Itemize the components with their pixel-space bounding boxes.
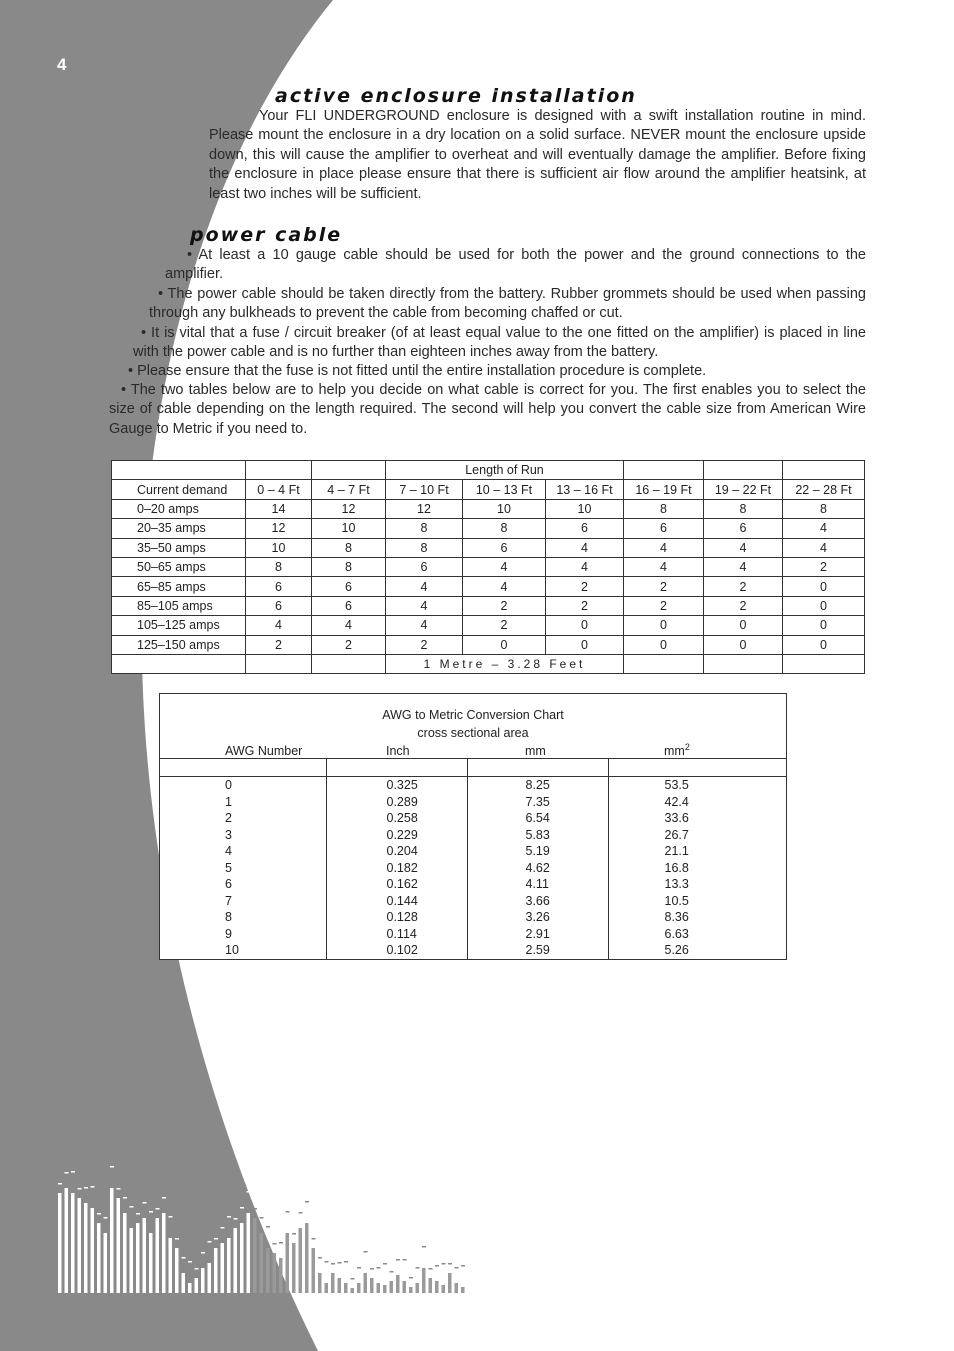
equalizer-bar <box>65 1188 69 1293</box>
table-header-row <box>112 480 865 499</box>
equalizer-peak <box>169 1216 173 1218</box>
equalizer-peak <box>104 1217 108 1219</box>
equalizer-bar <box>214 1248 218 1293</box>
column-header: 0 – 4 Ft <box>246 480 312 499</box>
gauge-cell: 0 <box>783 616 865 635</box>
length-of-run-header: Length of Run <box>386 461 624 480</box>
equalizer-peak <box>338 1262 342 1264</box>
equalizer-bar <box>260 1233 264 1293</box>
gauge-cell: 10 <box>246 538 312 557</box>
table-row <box>112 596 865 615</box>
equalizer-peak <box>234 1218 238 1220</box>
equalizer-bar <box>84 1203 88 1293</box>
equalizer-bar <box>208 1263 212 1293</box>
equalizer-bar <box>318 1273 322 1293</box>
gauge-cell: 12 <box>246 519 312 538</box>
awg-cell: 3 <box>160 827 327 844</box>
awg-cell: 5 <box>160 860 327 877</box>
equalizer-bar <box>325 1283 329 1293</box>
equalizer-peak <box>461 1265 465 1267</box>
gauge-cell: 6 <box>246 577 312 596</box>
current-demand-cell: 0–20 amps <box>112 499 246 518</box>
gauge-cell: 2 <box>386 635 463 654</box>
equalizer-bar <box>58 1193 62 1293</box>
gauge-cell: 6 <box>312 577 386 596</box>
equalizer-peak <box>396 1259 400 1261</box>
awg-cell: 9 <box>160 926 327 943</box>
equalizer-bar <box>169 1238 173 1293</box>
table-row <box>112 557 865 576</box>
metre-feet-note: 1 Metre – 3.28 Feet <box>386 654 624 673</box>
gauge-cell: 0 <box>546 616 624 635</box>
equalizer-bar <box>409 1287 413 1293</box>
inch-cell: 0.258 <box>326 810 467 827</box>
equalizer-peak <box>182 1257 186 1259</box>
equalizer-peak <box>260 1217 264 1219</box>
equalizer-bar <box>455 1283 459 1293</box>
equalizer-peak <box>227 1216 231 1218</box>
table-row <box>160 942 787 959</box>
equalizer-bar <box>429 1278 433 1293</box>
mm2-cell: 8.36 <box>608 909 787 926</box>
equalizer-peak <box>370 1268 374 1270</box>
table-row <box>160 926 787 943</box>
equalizer-peak <box>357 1267 361 1269</box>
gauge-cell: 10 <box>312 519 386 538</box>
mm-cell: 4.11 <box>467 876 608 893</box>
equalizer-peak <box>279 1242 283 1244</box>
equalizer-peak <box>273 1243 277 1245</box>
equalizer-peak <box>162 1197 166 1199</box>
equalizer-peak <box>97 1213 101 1215</box>
equalizer-bar <box>442 1285 446 1293</box>
equalizer-bar <box>266 1248 270 1293</box>
equalizer-peak <box>455 1267 459 1269</box>
gauge-cell: 2 <box>624 596 704 615</box>
awg-header-row <box>160 742 787 759</box>
mm2-cell: 42.4 <box>608 794 787 811</box>
equalizer-peak <box>377 1267 381 1269</box>
column-header: 22 – 28 Ft <box>783 480 865 499</box>
gauge-cell: 4 <box>546 538 624 557</box>
cable-size-table <box>111 460 865 674</box>
equalizer-bar <box>117 1198 121 1293</box>
equalizer-bar <box>104 1233 108 1293</box>
column-header: Inch <box>386 744 410 759</box>
equalizer-peak <box>110 1166 114 1168</box>
gauge-cell: 6 <box>546 519 624 538</box>
column-header: 13 – 16 Ft <box>546 480 624 499</box>
gauge-cell: 4 <box>624 538 704 557</box>
inch-cell: 0.182 <box>326 860 467 877</box>
table-row <box>112 577 865 596</box>
equalizer-bar <box>91 1208 95 1293</box>
gauge-cell: 4 <box>386 616 463 635</box>
equalizer-bar <box>292 1243 296 1293</box>
mm2-cell: 53.5 <box>608 777 787 794</box>
mm2-cell: 13.3 <box>608 876 787 893</box>
gauge-cell: 4 <box>783 519 865 538</box>
gauge-cell: 4 <box>386 596 463 615</box>
awg-cell: 10 <box>160 942 327 959</box>
equalizer-bar <box>247 1213 251 1293</box>
equalizer-peak <box>429 1268 433 1270</box>
gauge-cell: 6 <box>312 596 386 615</box>
equalizer-bar <box>175 1248 179 1293</box>
equalizer-peak <box>195 1268 199 1270</box>
table-row <box>112 635 865 654</box>
equalizer-bar <box>188 1283 192 1293</box>
equalizer-peak <box>416 1267 420 1269</box>
equalizer-peak <box>201 1252 205 1254</box>
inch-cell: 0.229 <box>326 827 467 844</box>
table-row <box>112 519 865 538</box>
gauge-cell: 6 <box>386 557 463 576</box>
mm-cell: 4.62 <box>467 860 608 877</box>
equalizer-bar <box>331 1273 335 1293</box>
awg-title-row <box>160 694 787 743</box>
gauge-cell: 0 <box>783 635 865 654</box>
equalizer-bar <box>448 1273 452 1293</box>
inch-cell: 0.102 <box>326 942 467 959</box>
inch-cell: 0.289 <box>326 794 467 811</box>
equalizer-bar <box>403 1281 407 1293</box>
gauge-cell: 6 <box>704 519 783 538</box>
mm-cell: 5.83 <box>467 827 608 844</box>
gauge-cell: 2 <box>463 596 546 615</box>
mm2-cell: 33.6 <box>608 810 787 827</box>
inch-cell: 0.204 <box>326 843 467 860</box>
equalizer-bar <box>136 1223 140 1293</box>
equalizer-bar <box>338 1278 342 1293</box>
gauge-cell: 4 <box>624 557 704 576</box>
equalizer-peak <box>286 1211 290 1213</box>
equalizer-bar <box>390 1281 394 1293</box>
inch-cell: 0.144 <box>326 893 467 910</box>
mm-cell: 8.25 <box>467 777 608 794</box>
gauge-cell: 4 <box>783 538 865 557</box>
gauge-cell: 10 <box>463 499 546 518</box>
gauge-cell: 2 <box>246 635 312 654</box>
bullet-gauge: • At least a 10 gauge cable should be used for both the power and the ground connections to the amplifier. <box>165 247 866 283</box>
heading-enclosure-installation: active enclosure installation <box>275 85 637 107</box>
current-demand-cell: 35–50 amps <box>112 538 246 557</box>
column-header: 10 – 13 Ft <box>463 480 546 499</box>
equalizer-peak <box>188 1261 192 1263</box>
gauge-cell: 6 <box>463 538 546 557</box>
gauge-cell: 0 <box>624 616 704 635</box>
equalizer-bar <box>143 1218 147 1293</box>
equalizer-bar <box>422 1268 426 1293</box>
equalizer-peak <box>299 1212 303 1214</box>
mm2-cell: 26.7 <box>608 827 787 844</box>
equalizer-peak <box>214 1238 218 1240</box>
current-demand-cell: 50–65 amps <box>112 557 246 576</box>
gauge-cell: 4 <box>463 577 546 596</box>
gauge-cell: 4 <box>246 616 312 635</box>
column-header: mm <box>525 744 546 759</box>
equalizer-peak <box>266 1226 270 1228</box>
inch-cell: 0.114 <box>326 926 467 943</box>
equalizer-peak <box>403 1259 407 1261</box>
mm2-cell: 16.8 <box>608 860 787 877</box>
bullet-fuse: • It is vital that a fuse / circuit breaker (of at least equal value to the one fitted on the amplifier) is placed in line with the power cable and is no further than eighteen inches away from the battery. <box>133 325 866 361</box>
gauge-cell: 8 <box>312 557 386 576</box>
equalizer-peak <box>130 1206 134 1208</box>
equalizer-bar <box>227 1238 231 1293</box>
mm-cell: 2.91 <box>467 926 608 943</box>
table-row <box>112 538 865 557</box>
equalizer-peak <box>344 1261 348 1263</box>
gauge-cell: 2 <box>783 557 865 576</box>
table-row <box>160 777 787 794</box>
gauge-cell: 8 <box>386 538 463 557</box>
gauge-cell: 4 <box>704 557 783 576</box>
bullet-tables-intro: • The two tables below are to help you decide on what cable is correct for you. The first enables you to select the size of cable depending on the length required. The second will help you convert the cable size from American Wire Gauge to Metric if you need to. <box>109 382 866 437</box>
equalizer-bar <box>435 1281 439 1293</box>
equalizer-peak <box>253 1208 257 1210</box>
column-header: 7 – 10 Ft <box>386 480 463 499</box>
column-header: 19 – 22 Ft <box>704 480 783 499</box>
gauge-cell: 4 <box>546 557 624 576</box>
equalizer-bar <box>234 1228 238 1293</box>
table-row <box>160 810 787 827</box>
bullet-fuse-timing: • Please ensure that the fuse is not fitted until the entire installation procedure is complete. <box>128 363 707 379</box>
equalizer-peak <box>91 1186 95 1188</box>
equalizer-bar <box>383 1285 387 1293</box>
table-row <box>112 616 865 635</box>
awg-cell: 6 <box>160 876 327 893</box>
equalizer-bar <box>156 1218 160 1293</box>
equalizer-peak <box>390 1271 394 1273</box>
mm2-cell: 21.1 <box>608 843 787 860</box>
mm-cell: 6.54 <box>467 810 608 827</box>
awg-cell: 4 <box>160 843 327 860</box>
gauge-cell: 2 <box>546 577 624 596</box>
equalizer-bar <box>201 1268 205 1293</box>
gauge-cell: 0 <box>704 616 783 635</box>
mm-cell: 3.66 <box>467 893 608 910</box>
mm-cell: 7.35 <box>467 794 608 811</box>
current-demand-cell: 125–150 amps <box>112 635 246 654</box>
equalizer-peak <box>240 1207 244 1209</box>
current-demand-cell: 85–105 amps <box>112 596 246 615</box>
gauge-cell: 0 <box>463 635 546 654</box>
table-row <box>160 893 787 910</box>
table-row <box>160 843 787 860</box>
equalizer-peak <box>318 1257 322 1259</box>
awg-spacer-row <box>160 759 787 777</box>
equalizer-bar <box>78 1198 82 1293</box>
equalizer-peak <box>448 1263 452 1265</box>
equalizer-bar <box>416 1283 420 1293</box>
gauge-cell: 8 <box>463 519 546 538</box>
awg-cell: 0 <box>160 777 327 794</box>
equalizer-peak <box>325 1261 329 1263</box>
gauge-cell: 2 <box>624 577 704 596</box>
gauge-cell: 4 <box>312 616 386 635</box>
heading-power-cable: power cable <box>190 224 343 246</box>
enclosure-paragraph: Your FLI UNDERGROUND enclosure is designed with a swift installation routine in mind. Please mount the enclosure in a dry location on a solid surface. NEVER mount the enclosure upside down, this will cause the amplifier to overheat and will eventually damage the amplifier. Before fixing the enclosure in place please ensure that there is sufficient air flow around the amplifier heatsink, at least two inches will be sufficient. <box>209 108 866 202</box>
gauge-cell: 6 <box>246 596 312 615</box>
equalizer-peak <box>409 1277 413 1279</box>
equalizer-peak <box>123 1197 127 1199</box>
awg-cell: 7 <box>160 893 327 910</box>
inch-cell: 0.162 <box>326 876 467 893</box>
equalizer-bar <box>130 1228 134 1293</box>
current-demand-cell: 65–85 amps <box>112 577 246 596</box>
equalizer-peak <box>351 1278 355 1280</box>
equalizer-peak <box>435 1265 439 1267</box>
equalizer-bar <box>123 1213 127 1293</box>
gauge-cell: 8 <box>312 538 386 557</box>
gauge-cell: 4 <box>386 577 463 596</box>
equalizer-peak <box>156 1208 160 1210</box>
equalizer-peak <box>442 1263 446 1265</box>
table-row <box>160 827 787 844</box>
gauge-cell: 12 <box>312 499 386 518</box>
equalizer-bar <box>253 1218 257 1293</box>
equalizer-peak <box>149 1211 153 1213</box>
gauge-cell: 0 <box>783 577 865 596</box>
gauge-cell: 8 <box>386 519 463 538</box>
mm2-cell: 6.63 <box>608 926 787 943</box>
equalizer-peak <box>58 1183 62 1185</box>
equalizer-bar <box>182 1273 186 1293</box>
gauge-cell: 2 <box>704 577 783 596</box>
inch-cell: 0.128 <box>326 909 467 926</box>
equalizer-peak <box>305 1201 309 1203</box>
gauge-cell: 14 <box>246 499 312 518</box>
equalizer-bar <box>162 1213 166 1293</box>
gauge-cell: 0 <box>704 635 783 654</box>
gauge-cell: 2 <box>546 596 624 615</box>
equalizer-bar <box>364 1273 368 1293</box>
equalizer-bar <box>149 1233 153 1293</box>
equalizer-bar <box>279 1258 283 1293</box>
gauge-cell: 8 <box>704 499 783 518</box>
equalizer-bar <box>273 1253 277 1293</box>
equalizer-bar <box>377 1283 381 1293</box>
table-footer-row <box>112 654 865 673</box>
equalizer-bar <box>396 1275 400 1293</box>
inch-cell: 0.325 <box>326 777 467 794</box>
equalizer-bar <box>240 1223 244 1293</box>
awg-cell: 2 <box>160 810 327 827</box>
gauge-cell: 2 <box>463 616 546 635</box>
mm-cell: 5.19 <box>467 843 608 860</box>
awg-cell: 8 <box>160 909 327 926</box>
equalizer-peak <box>71 1171 75 1173</box>
gauge-cell: 0 <box>546 635 624 654</box>
equalizer-peak <box>78 1188 82 1190</box>
equalizer-peak <box>422 1246 426 1248</box>
equalizer-bar <box>221 1243 225 1293</box>
gauge-cell: 8 <box>783 499 865 518</box>
equalizer-bar <box>195 1278 199 1293</box>
equalizer-bar <box>299 1228 303 1293</box>
equalizer-bar <box>351 1288 355 1293</box>
equalizer-bar <box>110 1188 114 1293</box>
column-header: Current demand <box>112 480 246 499</box>
equalizer-bar <box>344 1283 348 1293</box>
gauge-cell: 10 <box>546 499 624 518</box>
column-header: AWG Number <box>160 742 327 759</box>
table-row <box>160 909 787 926</box>
equalizer-peak <box>143 1202 147 1204</box>
equalizer-bar <box>286 1233 290 1293</box>
equalizer-peak <box>221 1227 225 1229</box>
mm-cell: 3.26 <box>467 909 608 926</box>
table-row <box>160 794 787 811</box>
mm2-cell: 5.26 <box>608 942 787 959</box>
awg-cell: 1 <box>160 794 327 811</box>
table-row <box>160 860 787 877</box>
gauge-cell: 8 <box>246 557 312 576</box>
equalizer-peak <box>175 1238 179 1240</box>
awg-conversion-table <box>159 693 787 960</box>
equalizer-peak <box>247 1191 251 1193</box>
equalizer-bar <box>357 1283 361 1293</box>
equalizer-peak <box>383 1263 387 1265</box>
gauge-cell: 6 <box>624 519 704 538</box>
equalizer-peak <box>364 1251 368 1253</box>
equalizer-bar <box>97 1223 101 1293</box>
awg-table-subtitle: cross sectional area <box>417 726 529 740</box>
equalizer-peak <box>331 1263 335 1265</box>
equalizer-bar <box>461 1287 465 1293</box>
equalizer-peak <box>136 1213 140 1215</box>
gauge-cell: 2 <box>312 635 386 654</box>
equalizer-bar <box>305 1223 309 1293</box>
gauge-cell: 12 <box>386 499 463 518</box>
table-row <box>112 499 865 518</box>
mm-cell: 2.59 <box>467 942 608 959</box>
column-header: 4 – 7 Ft <box>312 480 386 499</box>
mm2-cell: 10.5 <box>608 893 787 910</box>
equalizer-bar <box>312 1248 316 1293</box>
page-number: 4 <box>57 55 67 74</box>
gauge-cell: 4 <box>463 557 546 576</box>
equalizer-peak <box>84 1187 88 1189</box>
gauge-cell: 2 <box>704 596 783 615</box>
equalizer-peak <box>208 1241 212 1243</box>
gauge-cell: 4 <box>704 538 783 557</box>
equalizer-peak <box>312 1238 316 1240</box>
equalizer-bar <box>71 1193 75 1293</box>
equalizer-bar <box>370 1278 374 1293</box>
column-header: 16 – 19 Ft <box>624 480 704 499</box>
current-demand-cell: 105–125 amps <box>112 616 246 635</box>
gauge-cell: 0 <box>783 596 865 615</box>
current-demand-cell: 20–35 amps <box>112 519 246 538</box>
bullet-battery: • The power cable should be taken directly from the battery. Rubber grommets should be used when passing through any bulkheads to prevent the cable from becoming chaffed or cut. <box>149 286 866 322</box>
gauge-cell: 8 <box>624 499 704 518</box>
equalizer-peak <box>117 1188 121 1190</box>
equalizer-peak <box>65 1172 69 1174</box>
table-row <box>160 876 787 893</box>
table-group-header-row <box>112 461 865 480</box>
equalizer-peak <box>292 1233 296 1235</box>
column-header: $mm^2$ <box>608 742 787 759</box>
awg-table-title: AWG to Metric Conversion Chart <box>382 708 564 722</box>
gauge-cell: 0 <box>624 635 704 654</box>
